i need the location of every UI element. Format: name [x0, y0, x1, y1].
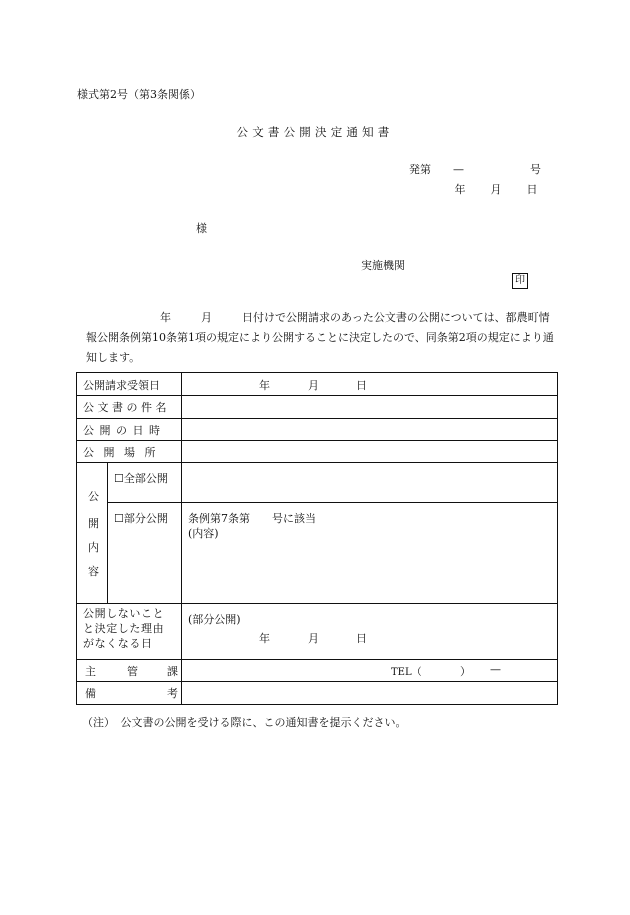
issue-date-month: 月 [490, 183, 502, 196]
partial-content-label: (内容) [188, 527, 219, 540]
seal-mark: 印 [512, 273, 528, 289]
department-char-3: 課 [167, 665, 178, 678]
content-group-char-3: 内 [88, 541, 99, 554]
reason-date-day: 日 [356, 632, 367, 645]
reason-date-month: 月 [308, 632, 319, 645]
footnote: （注） 公文書の公開を受ける際に、この通知書を提示ください。 [82, 716, 407, 729]
reason-partial-heading: (部分公開) [188, 613, 241, 626]
receipt-date-month: 月 [308, 379, 319, 392]
receipt-date-label: 公開請求受領日 [83, 379, 160, 392]
body-year: 年 [160, 311, 171, 324]
reason-label-line-2: と決定した理由 [83, 622, 165, 635]
decision-table [76, 372, 558, 705]
reason-label-line-3: がなくなる日 [83, 637, 153, 650]
full-disclosure-checkbox[interactable]: ☐全部公開 [114, 472, 168, 485]
department-char-2: 管 [127, 665, 138, 678]
issue-date-year: 年 [454, 183, 466, 196]
issue-date [442, 181, 550, 197]
partial-clause-text: 条例第7条第 号に該当 [188, 512, 316, 525]
notice-body [86, 308, 556, 368]
receipt-date-day: 日 [356, 379, 367, 392]
document-title: 公文書公開決定通知書 [236, 125, 394, 139]
issue-date-day: 日 [526, 183, 538, 196]
tel-label: TEL（ [391, 667, 422, 678]
issue-number [409, 161, 541, 177]
content-group-char-2: 開 [88, 517, 99, 530]
disclosure-place-label: 公 開 場 所 [83, 446, 159, 459]
reason-label-line-1: 公開しないこと [83, 607, 165, 620]
form-number-label: 様式第2号（第3条関係） [77, 88, 201, 101]
department-char-1: 主 [85, 665, 96, 678]
tel-close-paren: ） [460, 665, 471, 678]
issue-number-prefix: 発第 [409, 163, 431, 176]
remarks-char-1: 備 [85, 687, 96, 700]
agency-label: 実施機関 [361, 259, 405, 272]
receipt-date-year: 年 [259, 379, 270, 392]
body-text: 日付けで公開請求のあった公文書の公開については、都農町情報公開条例第10条第1項の規定により公開することに決定したので、同条第2項の規定により通知します。 [86, 311, 554, 364]
tel-dash: — [490, 663, 501, 676]
remarks-char-2: 考 [167, 687, 178, 700]
body-month: 月 [201, 311, 212, 324]
reason-date-year: 年 [259, 632, 270, 645]
partial-disclosure-checkbox[interactable]: ☐部分公開 [114, 512, 168, 525]
disclosure-datetime-label: 公 開 の 日 時 [83, 424, 161, 437]
addressee-suffix: 様 [196, 222, 207, 235]
document-name-label: 公 文 書 の 件 名 [83, 401, 167, 414]
issue-number-dash: — [453, 163, 464, 176]
content-group-char-1: 公 [88, 490, 99, 503]
issue-number-suffix: 号 [530, 163, 541, 176]
content-group-char-4: 容 [88, 565, 99, 578]
